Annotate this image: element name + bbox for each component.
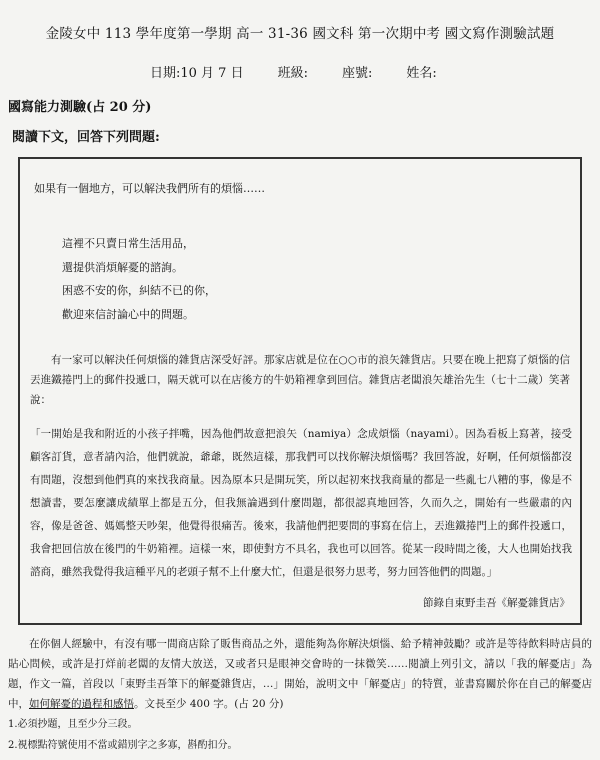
- ad-line: 歡迎來信討論心中的問題。: [62, 307, 194, 321]
- name-label: 姓名:: [406, 66, 437, 81]
- passage-body: 有一家可以解決任何煩惱的雜貨店深受好評。那家店就是位在○○市的浪矢雜貨店。只要在晚上把寫了煩惱的信丟進鐵捲門上的郵件投遞口，隔天就可以在店後方的牛奶箱裡拿到回信。雜貨店老闆浪矢雄治先生（七十二歲）笑著說：: [30, 354, 570, 406]
- question-part2: 。文長至少 400 字。(占 20 分): [134, 698, 284, 710]
- date-label: 日期:10 月 7 日: [150, 66, 244, 81]
- seat-label: 座號:: [341, 66, 373, 81]
- class-label: 班級:: [277, 66, 308, 81]
- question-highlight: 如何解憂的過程和感悟: [29, 698, 134, 710]
- ad-line: 困惑不安的你，糾結不已的你，: [62, 284, 216, 297]
- question-text: [8, 634, 592, 714]
- ad-line: 還提供消煩解憂的諮詢。: [62, 260, 183, 274]
- ad-text: [62, 232, 362, 326]
- ad-line: 這裡不只賣日常生活用品，: [62, 237, 194, 250]
- passage-source: 節錄自東野圭吾《解憂雜貨店》: [423, 597, 570, 609]
- student-info-row: [150, 62, 580, 81]
- instruction: 閱讀下文，回答下列問題:: [12, 130, 160, 145]
- question-part1: 在你個人經驗中，有沒有哪一間商店除了販售商品之外，還能夠為你解決煩惱、給予精神鼓勵？或許是等待飲料時店員的貼心問候，或許是打烊前老闆的友情大放送，又或者只是眼神交會時的一抹微笑……閱讀上列引文，請以「我的解憂店」為題，作文一篇，首段以「東野圭吾筆下的解憂雜貨店，…」開始，說明文中「解憂店」的特質，並書寫關於你在自己的解憂店中，: [8, 638, 592, 710]
- rule-item: 1.必須抄題，且至少分三段。: [8, 719, 138, 730]
- exam-title: 金陵女中 113 學年度第一學期 高一 31-36 國文科 第一次期中考 國文寫作測驗試題: [45, 26, 555, 42]
- passage-intro: 如果有一個地方，可以解決我們所有的煩惱……: [34, 182, 265, 195]
- passage-quote: 「一開始是我和附近的小孩子拌嘴，因為他們故意把浪矢（namiya）念成煩惱（nayami）。因為看板上寫著，接受顧客訂貨，意者請內洽，他們就說，爺爺，既然這樣，那我們可以找你解決煩惱嗎？我回答說，好啊，任何煩惱都沒有問題，沒想到他們真的來找我商量。因為原本只是開玩笑，所以起初來找我商量的都是一些亂七八糟的事，像是不想讀書，要怎麼讓成績單上都是五分，但我無論遇到什麼問題，都很認真地回答，久而久之，開始有一些嚴肅的內容，像是爸爸、媽媽整天吵架，他覺得很痛苦。後來，我請他們把要問的事寫在信上，丟進鐵捲門上的郵件投遞口，我會把回信放在後門的牛奶箱裡。這樣一來，即使對方不具名，我也可以回答。從某一段時間之後，大人也開始找我諮商，雖然我覺得我這種平凡的老頭子幫不上什麼大忙，但還是很努力思考，努力回答他們的問題。」: [30, 428, 572, 578]
- rule-item: 2.視標點符號使用不當或錯別字之多寡，斟酌扣分。: [8, 740, 238, 751]
- section-title: 國寫能力測驗(占 20 分): [8, 100, 152, 115]
